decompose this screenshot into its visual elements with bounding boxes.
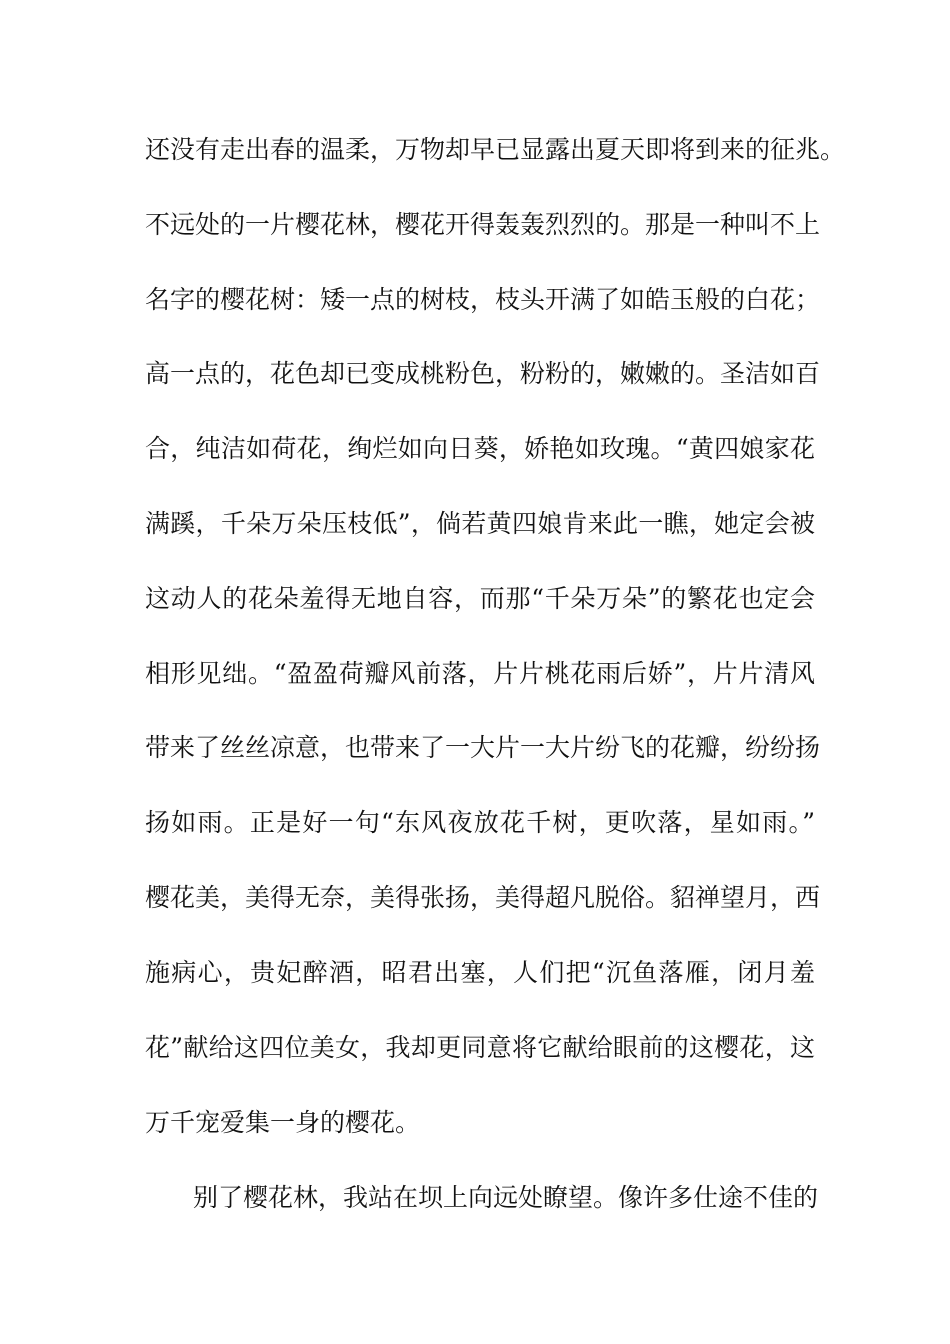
text-line-3: 名字的樱花树：矮一点的树枝，枝头开满了如皓玉般的白花； [145, 285, 821, 314]
text-line-15: 别了樱花林，我站在坝上向远处瞭望。像许多仕途不佳的 [193, 1183, 819, 1212]
text-line-8: 相形见绌。“盈盈荷瓣风前落，片片桃花雨后娇”，片片清风 [145, 659, 815, 688]
text-line-1: 还没有走出春的温柔，万物却早已显露出夏天即将到来的征兆。 [145, 135, 846, 164]
text-line-4: 高一点的，花色却已变成桃粉色，粉粉的，嫩嫩的。圣洁如百 [145, 359, 821, 388]
text-line-9: 带来了丝丝凉意，也带来了一大片一大片纷飞的花瓣，纷纷扬 [145, 733, 821, 762]
text-line-13: 花”献给这四位美女，我却更同意将它献给眼前的这樱花，这 [145, 1033, 815, 1062]
text-line-7: 这动人的花朵羞得无地自容，而那“千朵万朵”的繁花也定会 [145, 584, 815, 613]
text-line-11: 樱花美，美得无奈，美得张扬，美得超凡脱俗。貂禅望月，西 [145, 883, 821, 912]
text-line-12: 施病心，贵妃醉酒，昭君出塞，人们把“沉鱼落雁，闭月羞 [145, 958, 815, 987]
text-line-14: 万千宠爱集一身的樱花。 [145, 1108, 421, 1137]
text-line-2: 不远处的一片樱花林，樱花开得轰轰烈烈的。那是一种叫不上 [145, 210, 821, 239]
text-line-10: 扬如雨。正是好一句“东风夜放花千树，更吹落，星如雨。” [145, 808, 815, 837]
text-line-6: 满蹊，千朵万朵压枝低”，倘若黄四娘肯来此一瞧，她定会被 [145, 509, 815, 538]
text-line-5: 合，纯洁如荷花，绚烂如向日葵，娇艳如玫瑰。“黄四娘家花 [145, 434, 815, 463]
